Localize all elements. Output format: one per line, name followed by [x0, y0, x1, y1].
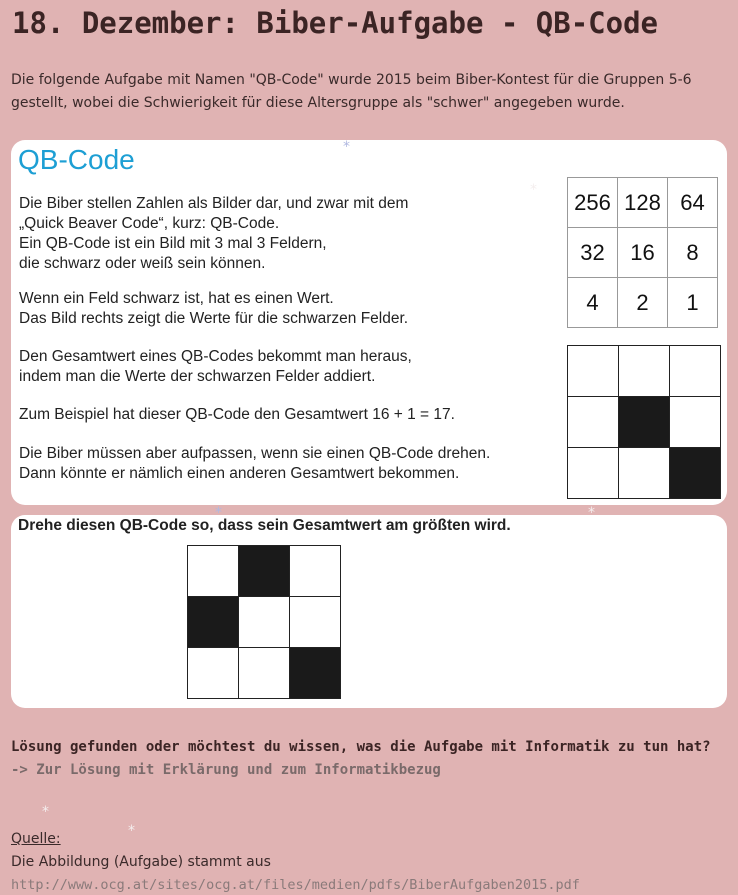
black-cell [188, 597, 239, 648]
white-cell [188, 648, 239, 699]
black-cell [290, 648, 341, 699]
snowflake-icon: * [128, 823, 135, 839]
example-qb-code [567, 345, 721, 499]
value-cell: 8 [668, 228, 718, 278]
solution-link[interactable]: -> Zur Lösung mit Erklärung und zum Informatikbezug [11, 762, 441, 778]
value-cell: 2 [618, 278, 668, 328]
white-cell [670, 346, 721, 397]
source-url-link[interactable]: http://www.ocg.at/sites/ocg.at/files/medien/pdfs/BiberAufgaben2015.pdf [11, 877, 580, 893]
white-cell [619, 346, 670, 397]
value-cell: 256 [568, 178, 618, 228]
task-card [11, 140, 727, 505]
page-title: 18. Dezember: Biber-Aufgabe - QB-Code [12, 6, 659, 40]
snowflake-icon: * [530, 182, 537, 198]
task-paragraph-4: Zum Beispiel hat dieser QB-Code den Gesamtwert 16 + 1 = 17. [19, 406, 455, 423]
task-paragraph-2: Wenn ein Feld schwarz ist, hat es einen Wert. Das Bild rechts zeigt die Werte für die schwarzen Felder. [19, 290, 409, 327]
white-cell [239, 648, 290, 699]
white-cell [568, 448, 619, 499]
white-cell [239, 597, 290, 648]
value-cell: 4 [568, 278, 618, 328]
snowflake-icon: * [215, 505, 222, 521]
snowflake-icon: * [343, 139, 350, 155]
snowflake-icon: * [42, 804, 49, 820]
black-cell [619, 397, 670, 448]
source-text: Die Abbildung (Aufgabe) stammt aus [11, 854, 271, 870]
white-cell [670, 397, 721, 448]
white-cell [568, 346, 619, 397]
value-cell: 64 [668, 178, 718, 228]
task-paragraph-3: Den Gesamtwert eines QB-Codes bekommt man heraus, indem man die Werte der schwarzen Felder addiert. [19, 348, 412, 385]
value-cell: 128 [618, 178, 668, 228]
value-cell: 1 [668, 278, 718, 328]
white-cell [188, 546, 239, 597]
task-question: Drehe diesen QB-Code so, dass sein Gesamtwert am größten wird. [18, 517, 511, 534]
task-paragraph-5: Die Biber müssen aber aufpassen, wenn sie einen QB-Code drehen. Dann könnte er nämlich einen anderen Gesamtwert bekommen. [19, 445, 491, 482]
black-cell [239, 546, 290, 597]
value-grid [567, 177, 718, 328]
solution-question: Lösung gefunden oder möchtest du wissen, was die Aufgabe mit Informatik zu tun hat? [11, 739, 711, 755]
black-cell [670, 448, 721, 499]
white-cell [290, 597, 341, 648]
white-cell [568, 397, 619, 448]
value-cell: 32 [568, 228, 618, 278]
source-label: Quelle: [11, 831, 61, 847]
question-qb-code[interactable] [187, 545, 341, 699]
white-cell [619, 448, 670, 499]
intro-text: Die folgende Aufgabe mit Namen "QB-Code" wurde 2015 beim Biber-Kontest für die Gruppen 5-6 gestellt, wobei die Schwierigkeit für diese Altersgruppe als "schwer" angegeben wurde. [11, 72, 692, 111]
white-cell [290, 546, 341, 597]
task-paragraph-1: Die Biber stellen Zahlen als Bilder dar, und zwar mit dem „Quick Beaver Code“, kurz: QB-Code. Ein QB-Code ist ein Bild mit 3 mal 3 Feldern, die schwarz oder weiß sein können. [19, 195, 409, 272]
task-heading: QB-Code [18, 144, 135, 175]
value-cell: 16 [618, 228, 668, 278]
question-card [11, 515, 727, 708]
snowflake-icon: * [588, 505, 595, 521]
